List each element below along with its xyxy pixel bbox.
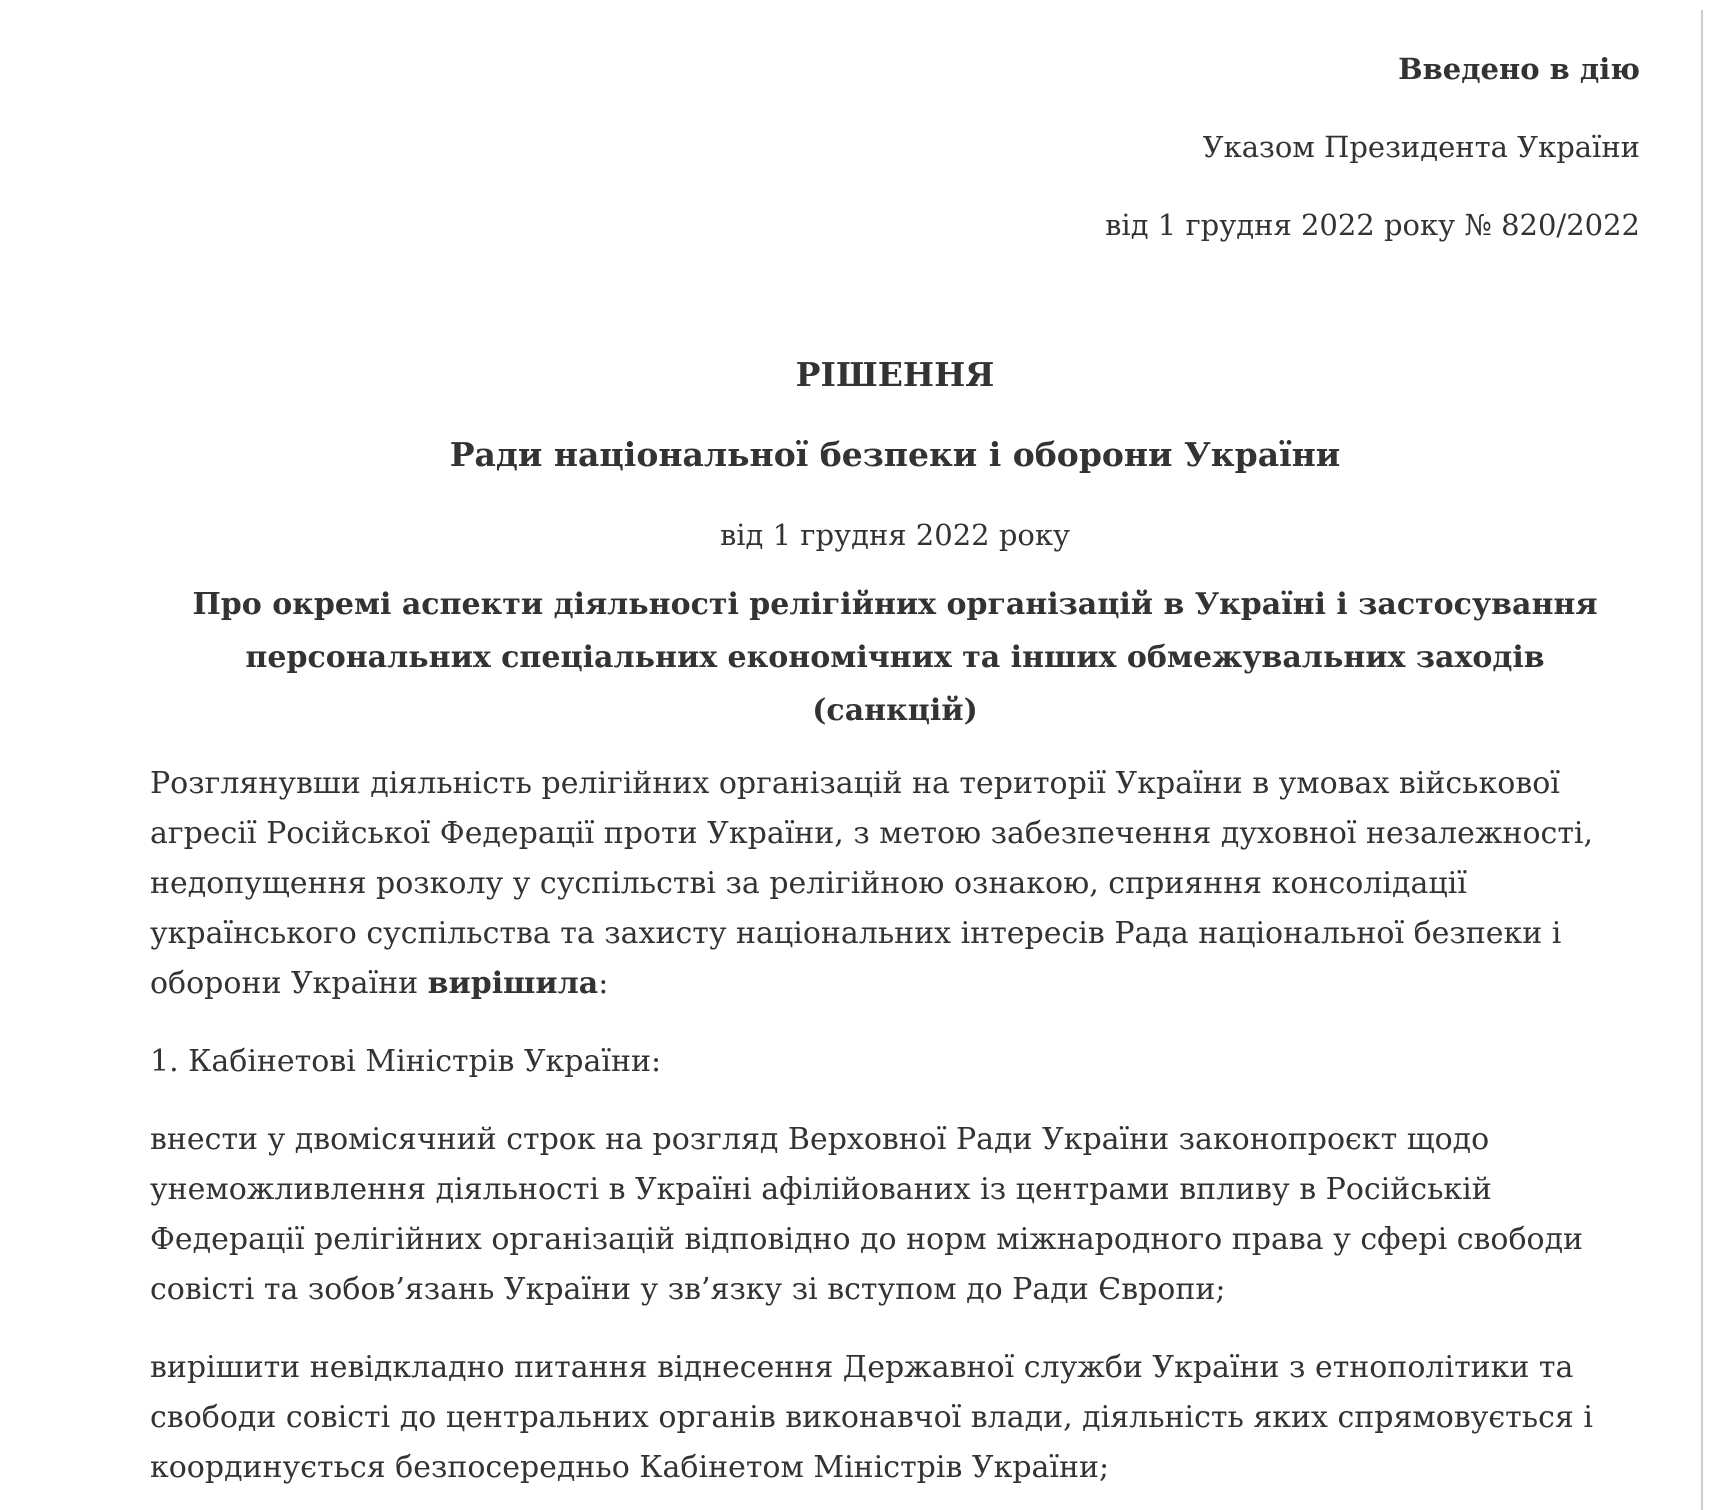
enactment-authority-line: Указом Президента України <box>1202 130 1640 164</box>
item-1-heading-line: 1. Кабінетові Міністрів України: <box>150 1044 662 1079</box>
page-right-border <box>1701 10 1703 1510</box>
date-heading: від 1 грудня 2022 року <box>719 518 1071 552</box>
document-title-line: персональних спеціальних економічних та інших обмежувальних заходів <box>245 640 1545 675</box>
paragraph-submit-line: совісті та зобов’язань України у зв’язку зі вступом до Ради Європи; <box>150 1272 1226 1307</box>
document-title-line: (санкцій) <box>812 693 978 728</box>
preamble-line: Розглянувши діяльність релігійних організацій на території України в умовах військової <box>150 766 1560 801</box>
preamble-paragraph <box>150 759 1640 1009</box>
document-column <box>150 0 1640 1493</box>
paragraph-state-service-line: свободи совісті до центральних органів виконавчої влади, діяльність яких спрямовується і <box>150 1400 1593 1435</box>
document-title <box>150 578 1640 737</box>
preamble-line: недопущення розколу у суспільстві за релігійною ознакою, сприяння консолідації <box>150 866 1467 901</box>
paragraph-submit-bill <box>150 1115 1640 1315</box>
enactment-block <box>150 44 1640 250</box>
preamble-line: українського суспільства та захисту національних інтересів Рада національної безпеки і <box>150 916 1562 951</box>
enactment-date-number-line: від 1 грудня 2022 року № 820/2022 <box>1105 208 1640 242</box>
paragraph-submit-line: унеможливлення діяльності в Україні афілійованих із центрами впливу в Російській <box>150 1172 1492 1207</box>
preamble-decision-line <box>150 959 1640 1009</box>
document-title-line: Про окремі аспекти діяльності релігійних організацій в Україні і застосування <box>192 587 1598 622</box>
paragraph-state-service-line: вирішити невідкладно питання віднесення Державної служби України з етнополітики та <box>150 1350 1574 1385</box>
enactment-status-line: Введено в дію <box>1398 52 1640 86</box>
preamble-decision-colon: : <box>598 966 609 1001</box>
paragraph-submit-line: Федерації релігійних організацій відповідно до норм міжнародного права у сфері свободи <box>150 1222 1584 1257</box>
doc-type-heading: РІШЕННЯ <box>795 355 995 394</box>
issuer-heading: Ради національної безпеки і оборони України <box>449 435 1341 474</box>
paragraph-submit-line: внести у двомісячний строк на розгляд Верховної Ради України законопроєкт щодо <box>150 1122 1490 1157</box>
preamble-line: агресії Російської Федерації проти України, з метою забезпечення духовної незалежності, <box>150 816 1594 851</box>
decision-word: вирішила <box>427 966 599 1001</box>
item-1-heading <box>150 1037 1640 1087</box>
paragraph-state-service <box>150 1343 1640 1493</box>
paragraph-state-service-line: координується безпосередньо Кабінетом Міністрів України; <box>150 1450 1110 1485</box>
preamble-decision-text: оборони України <box>150 966 428 1001</box>
